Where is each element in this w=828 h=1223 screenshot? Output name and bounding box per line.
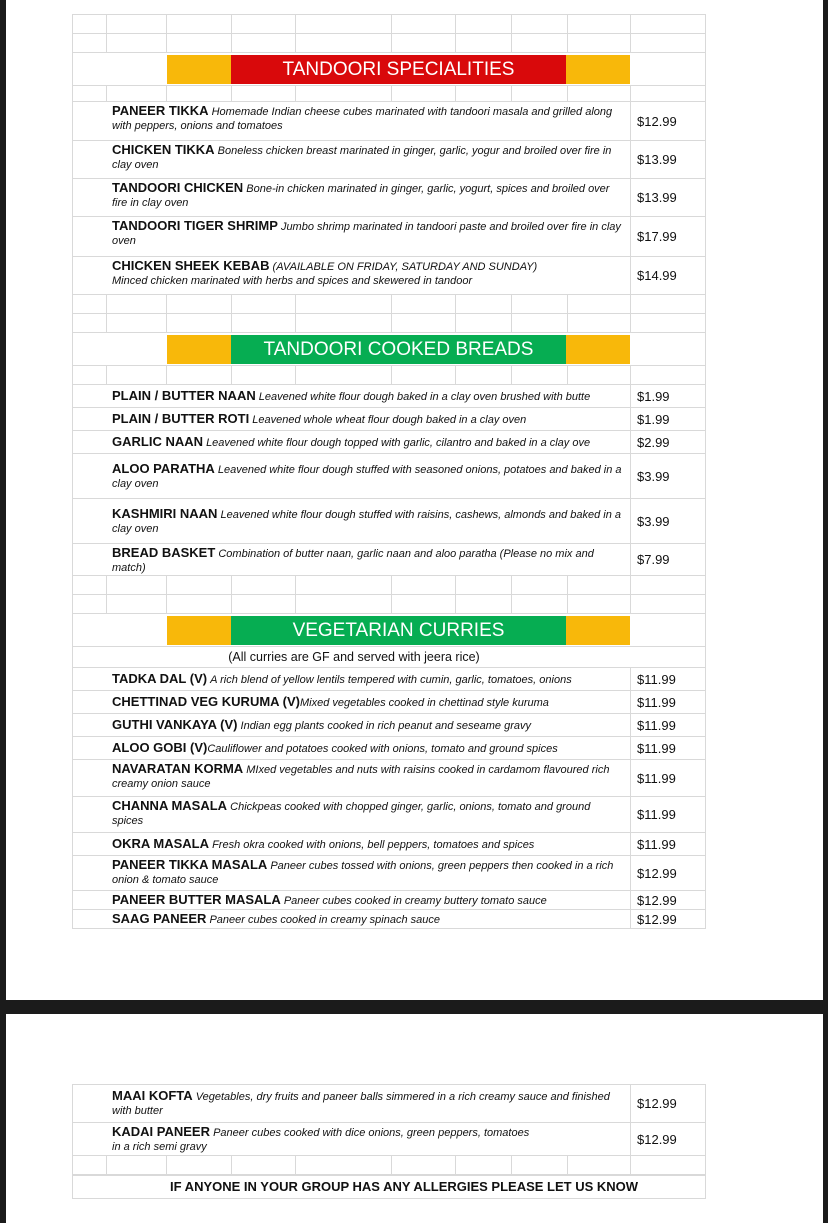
- item-description: Leavened white flour dough stuffed with raisins, cashews, almonds and baked in a clay oven: [112, 509, 622, 535]
- item-name: PLAIN / BUTTER ROTI: [112, 411, 250, 426]
- item-name: SAAG PANEER: [112, 911, 207, 926]
- item-description: Jumbo shrimp marinated in tandoori paste and broiled over fire in clay oven: [112, 221, 621, 247]
- item-price: $14.99: [630, 257, 712, 294]
- menu-item: [73, 217, 705, 257]
- menu-item: [73, 910, 705, 929]
- item-price: $2.99: [630, 431, 712, 453]
- item-description: Paneer cubes cooked in creamy buttery tomato sauce: [283, 895, 547, 907]
- menu-item: [73, 257, 705, 295]
- item-price: $3.99: [630, 454, 712, 498]
- menu-page-1: [6, 0, 823, 1000]
- menu-item: [73, 102, 705, 141]
- item-availability: (AVAILABLE ON FRIDAY, SATURDAY AND SUNDAY): [272, 261, 538, 273]
- menu-page-2: [6, 1014, 823, 1223]
- item-name: CHETTINAD VEG KURUMA (V): [112, 694, 301, 709]
- item-name: KADAI PANEER: [112, 1124, 210, 1139]
- item-price: $7.99: [630, 544, 712, 575]
- item-price: $12.99: [630, 1085, 712, 1122]
- item-description: Cauliflower and potatoes cooked with onions, tomato and ground spices: [207, 743, 558, 755]
- item-description: Vegetables, dry fruits and paneer balls simmered in a rich creamy sauce and finished with butter: [112, 1091, 610, 1117]
- item-name: KASHMIRI NAAN: [112, 506, 218, 521]
- item-description: Paneer cubes tossed with onions, green peppers then cooked in a rich onion & tomato sauce: [112, 860, 614, 886]
- item-description: Fresh okra cooked with onions, bell peppers, tomatoes and spices: [212, 839, 535, 851]
- item-name: TANDOORI TIGER SHRIMP: [112, 218, 278, 233]
- menu-item: [73, 1085, 705, 1123]
- veg-header: [73, 614, 705, 647]
- item-description: Leavened white flour dough topped with garlic, cilantro and baked in a clay ove: [206, 437, 591, 449]
- menu-item: [73, 141, 705, 179]
- section-note: (All curries are GF and served with jeera rice): [73, 647, 705, 668]
- item-price: $17.99: [630, 217, 712, 256]
- item-description: Paneer cubes cooked with dice onions, green peppers, tomatoes: [213, 1127, 530, 1139]
- item-name: OKRA MASALA: [112, 836, 210, 851]
- menu-item: [73, 454, 705, 499]
- item-name: TADKA DAL (V): [112, 671, 208, 686]
- menu-item: [73, 691, 705, 714]
- item-name: BREAD BASKET: [112, 545, 216, 560]
- menu-item: [73, 797, 705, 833]
- item-description: Chickpeas cooked with chopped ginger, garlic, onions, tomato and ground spices: [112, 801, 591, 827]
- item-name: CHANNA MASALA: [112, 798, 228, 813]
- item-name: ALOO PARATHA: [112, 461, 215, 476]
- menu-item: [73, 891, 705, 910]
- menu-item: [73, 179, 705, 217]
- item-description: Paneer cubes cooked in creamy spinach sauce: [209, 914, 440, 926]
- menu-item: [73, 714, 705, 737]
- item-price: $11.99: [630, 668, 712, 690]
- menu-item: [73, 499, 705, 544]
- allergy-notice: IF ANYONE IN YOUR GROUP HAS ANY ALLERGIES PLEASE LET US KNOW: [73, 1175, 705, 1199]
- item-price: $11.99: [630, 714, 712, 736]
- item-description: Minced chicken marinated with herbs and spices and skewered in tandoor: [112, 275, 473, 287]
- item-price: $1.99: [630, 408, 712, 430]
- menu-sheet: [72, 14, 706, 929]
- item-price: $13.99: [630, 141, 712, 178]
- item-name: PLAIN / BUTTER NAAN: [112, 388, 256, 403]
- item-name: PANEER TIKKA: [112, 103, 209, 118]
- item-price: $13.99: [630, 179, 712, 216]
- item-price: $11.99: [630, 797, 712, 832]
- item-description: Leavened white flour dough stuffed with seasoned onions, potatoes and baked in a clay oven: [112, 464, 622, 490]
- section-title: TANDOORI COOKED BREADS: [231, 335, 566, 364]
- menu-item: [73, 856, 705, 891]
- section-title: VEGETARIAN CURRIES: [231, 616, 566, 645]
- menu-item: [73, 737, 705, 760]
- tandoori-header: [73, 53, 705, 86]
- item-price: $12.99: [630, 1123, 712, 1155]
- section-title: TANDOORI SPECIALITIES: [231, 55, 566, 84]
- item-description: Homemade Indian cheese cubes marinated with tandoori masala and grilled along with peppers, onions and tomatoes: [112, 106, 613, 132]
- item-description: Boneless chicken breast marinated in ginger, garlic, yogur and broiled over fire in clay oven: [112, 145, 612, 171]
- item-description: Mixed vegetables cooked in chettinad style kuruma: [300, 697, 549, 709]
- menu-item: [73, 760, 705, 797]
- item-price: $11.99: [630, 691, 712, 713]
- item-name: CHICKEN SHEEK KEBAB: [112, 258, 270, 273]
- item-price: $3.99: [630, 499, 712, 543]
- item-description-continued: in a rich semi gravy: [112, 1141, 207, 1153]
- menu-item: [73, 431, 705, 454]
- item-price: $12.99: [630, 910, 712, 928]
- menu-sheet-continued: [72, 1084, 706, 1199]
- item-description: Combination of butter naan, garlic naan and aloo paratha (Please no mix and match): [112, 548, 594, 574]
- item-price: $11.99: [630, 760, 712, 796]
- item-price: $12.99: [630, 891, 712, 909]
- item-name: TANDOORI CHICKEN: [112, 180, 244, 195]
- item-price: $11.99: [630, 737, 712, 759]
- menu-item: [73, 833, 705, 856]
- item-description: MIxed vegetables and nuts with raisins cooked in cardamom flavoured rich creamy onion sauce: [112, 764, 610, 790]
- item-price: $12.99: [630, 102, 712, 140]
- item-description: Bone-in chicken marinated in ginger, garlic, yogurt, spices and broiled over fire in clay oven: [112, 183, 610, 209]
- item-name: PANEER BUTTER MASALA: [112, 892, 281, 907]
- item-description: Leavened whole wheat flour dough baked in a clay oven: [252, 414, 527, 426]
- menu-item: [73, 385, 705, 408]
- menu-item: [73, 408, 705, 431]
- item-name: NAVARATAN KORMA: [112, 761, 244, 776]
- item-name: ALOO GOBI (V): [112, 740, 208, 755]
- item-price: $12.99: [630, 856, 712, 890]
- item-description: A rich blend of yellow lentils tempered with cumin, garlic, tomatoes, onions: [210, 674, 572, 686]
- item-price: $11.99: [630, 833, 712, 855]
- item-name: CHICKEN TIKKA: [112, 142, 215, 157]
- item-name: GUTHI VANKAYA (V): [112, 717, 238, 732]
- item-description: Indian egg plants cooked in rich peanut and seseame gravy: [240, 720, 531, 732]
- item-description: Leavened white flour dough baked in a clay oven brushed with butte: [258, 391, 591, 403]
- item-price: $1.99: [630, 385, 712, 407]
- breads-header: [73, 333, 705, 366]
- menu-item: [73, 668, 705, 691]
- item-name: MAAI KOFTA: [112, 1088, 193, 1103]
- menu-item: [73, 1123, 705, 1156]
- item-name: GARLIC NAAN: [112, 434, 203, 449]
- menu-item: [73, 544, 705, 576]
- item-name: PANEER TIKKA MASALA: [112, 857, 268, 872]
